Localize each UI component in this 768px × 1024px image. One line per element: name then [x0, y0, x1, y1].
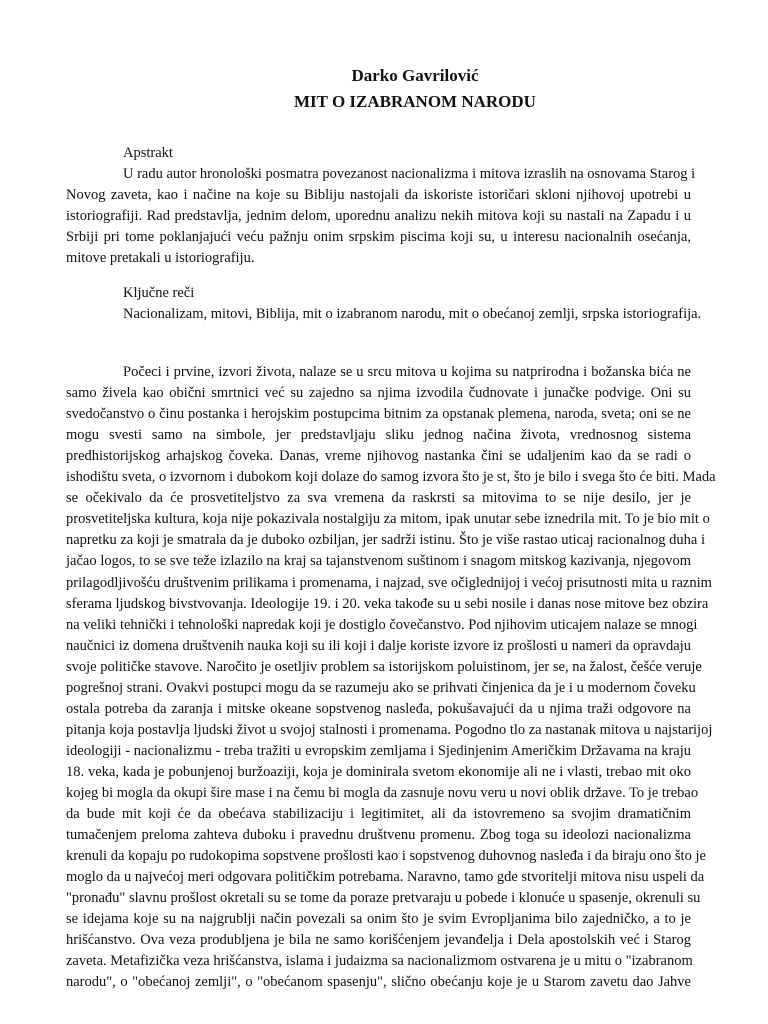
- body-line: moglo da u najvećoj meri odgovara političkim potrebama. Naravno, tamo gde stvoritelji mitova nisu uspeli da: [66, 869, 705, 886]
- body-line: svoje političke stavove. Naročito je osetljiv problem sa istorijskom poluistinom, jer se, na žalost, češće veruje: [66, 658, 702, 675]
- abstract-line: mitove pretakali u istoriografiju.: [66, 250, 255, 266]
- body-line: 18. veka, kada je pobunjenoj buržoaziji, koja je dominirala svetom ekonomije ali ne i vlasti, trebao mit oko: [66, 763, 691, 780]
- keywords-heading: Ključne reči: [123, 285, 195, 301]
- body-line: se očekivalo da će prosvetiteljstvo za sva vremena da raskrsti sa mitovima to se nije desilo, jer je: [66, 490, 691, 507]
- body-line: svedočanstvo o činu postanka i herojskim postupcima bitnim za opstanak plemena, naroda, sveta; oni se ne: [66, 406, 691, 423]
- body-line: kojeg bi mogla da okupi šire mase i na čemu bi mogla da zasnuje novu veru u novi oblik države. To je trebao: [66, 785, 699, 801]
- body-line: jačao logos, to se sve teže izlazilo na kraj sa tajanstvenom suštinom i snagom mitskog kazivanja, njegovom: [66, 553, 691, 570]
- body-line: krenuli da kopaju po rudokopima sopstvene prošlosti kao i sopstvenog duhovnog nasleđa i da biraju ono što je: [66, 848, 706, 865]
- body-line: na veliki tehnički i tehnološki napredak koji je dostiglo čovečanstvo. Pod njihovim uticajem nalaze se mnogi: [66, 616, 698, 633]
- abstract-line: istoriografiji. Rad predstavlja, jednim delom, uporednu analizu nekih mitova koji su nastali na Zapadu i u: [66, 208, 691, 224]
- body-line: se idejama koje su na najgrublji način povezali sa onim što je svim Evropljanima bilo zajedničko, a to je: [66, 911, 691, 928]
- body-line: ideologiji - nacionalizmu - treba tražiti u evropskim zemljama i Sjedinjenim Američkim Državama na kraju: [66, 742, 691, 759]
- body-line: mogu svesti samo na simbole, jer predstavljaju sliku jednog načina života, vrednosnog sistema: [66, 427, 691, 444]
- author-name: Darko Gavrilović: [351, 66, 479, 85]
- body-line: prosvetiteljska kultura, koja nije pokazivala nostalgiju za mitom, ipak unutar sebe iznedrila mit. To je bio mit o: [66, 511, 710, 528]
- body-line: naučnici iz domena društvenih nauka koji su ili koji i dalje koriste izvore iz prošlosti u nameri da opravdaju: [66, 637, 691, 654]
- abstract-line: Novog zaveta, kao i načine na koje su Bibliju nastojali da iskoriste istoričari skloni njihovoj upotrebi u: [66, 187, 691, 203]
- body-line: ostala potreba da zaranja i mitske okeane sopstvenog nasleđa, pokušavajući da u njima traži odgovore na: [66, 700, 691, 717]
- keywords-text: Nacionalizam, mitovi, Biblija, mit o izabranom narodu, mit o obećanoj zemlji, srpska istoriografija.: [123, 306, 702, 322]
- body-line: predhistorijskog arhajskog čoveka. Danas, vreme njihovog nastanka čini se udaljenim kao da se radi o: [66, 448, 691, 465]
- body-line: hrišćanstvo. Ova veza produbljena je bila ne samo korišćenjem jevanđelja i Dela apostolskih već i Starog: [66, 932, 691, 949]
- body-line: samo živela kao obični smrtnici već su zajedno sa njima izvodila čudnovate i junačke podvige. Oni su: [66, 385, 691, 402]
- body-line: prilagodljivošću društvenim prilikama i promenama, i najzad, sve očiglednijoj i većoj prisutnosti mita u raznim: [66, 574, 712, 591]
- body-line: sferama ljudskog bivstvovanja. Ideologije 19. i 20. veka takođe su u sebi nosile i danas nose mitove bez obzira: [66, 595, 709, 612]
- body-line: pitanja koja postavlja ljudski život u svojoj stalnosti i promenama. Pogodno tlo za nastanak mitova u najstarijoj: [66, 721, 713, 738]
- abstract-heading: Apstrakt: [123, 145, 173, 161]
- body-line: napretku za koji je smatrala da je duboko ozbiljan, jer sadrži istinu. Što je više rastao uticaj racionalnog duha i: [66, 532, 706, 549]
- document-title: MIT O IZABRANOM NARODU: [294, 92, 536, 111]
- body-line: da bude mit koji će da obećava stabilizaciju i legitimitet, ali da istovremeno sa svojim dramatičnim: [66, 806, 691, 823]
- body-line: tumačenjem preloma zahteva duboku i pravednu društvenu promenu. Zbog toga su ideolozi nacionalizma: [66, 827, 691, 844]
- abstract-line: Srbiji pri tome poklanjajući veću pažnju onim srpskim piscima koji su, u interesu nacionalnih osećanja,: [66, 229, 691, 245]
- body-line: ishodištu sveta, o izvornom i dubokom koji dolaze do samog izvora što je st, što je bilo i svega što će biti. Mada: [66, 469, 716, 486]
- body-line: pogrešnoj strani. Ovakvi postupci mogu da se razumeju ako se prihvati činjenica da je i u modernom čoveku: [66, 679, 696, 696]
- body-line: "pronađu" slavnu prošlost okretali su se tome da poraze pretvaraju u pobede i klonuće u spasenje, okrenuli su: [66, 890, 701, 907]
- body-line: Počeci i prvine, izvori života, nalaze se u srcu mitova u kojima su natprirodna i božanska bića ne: [123, 364, 691, 380]
- body-line: zaveta. Metafizička veza hrišćanstva, islama i judaizma sa nacionalizmom ostvarena je u mitu o "izabranom: [66, 953, 693, 970]
- abstract-line: U radu autor hronološki posmatra povezanost nacionalizma i mitova izraslih na osnovama Starog i: [123, 166, 696, 182]
- body-line: narodu", o "obećanoj zemlji", o "obećanom spasenju", slično obećanju koje je u Starom zavetu dao Jahve: [66, 974, 691, 991]
